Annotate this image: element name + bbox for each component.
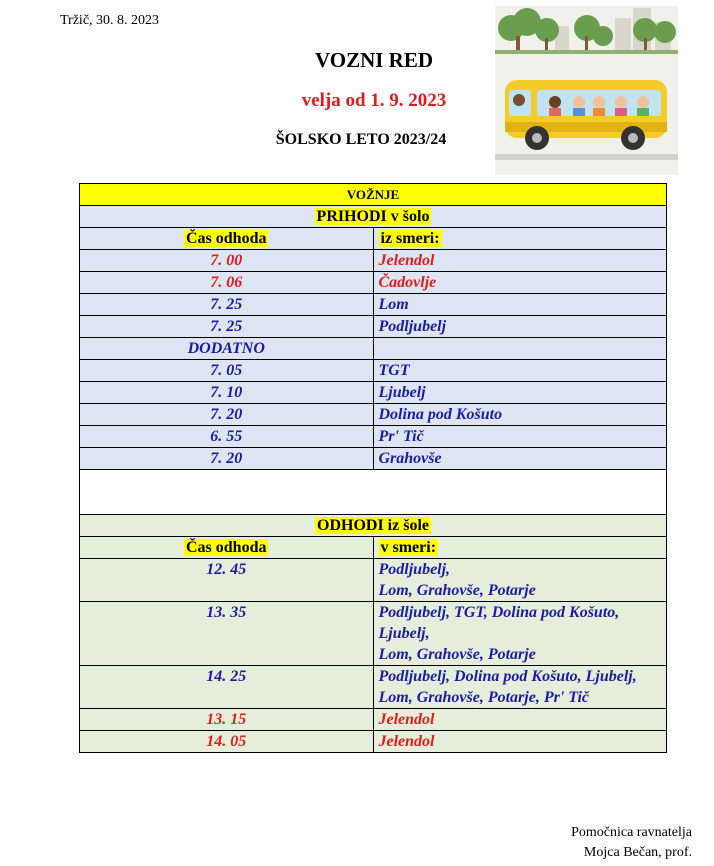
origin-location: Dolina pod Košuto — [373, 404, 667, 426]
destination-list — [373, 559, 667, 602]
table-row — [80, 731, 667, 753]
departures-col-time: Čas odhoda — [186, 539, 267, 556]
origin-location: Podljubelj — [373, 316, 667, 338]
destination-line: Lom, Grahovše, Potarje — [378, 582, 536, 599]
origin-location: Čadovlje — [373, 272, 667, 294]
table-row — [80, 559, 667, 602]
extra-label-row — [80, 338, 667, 360]
departure-time: 13. 35 — [80, 602, 374, 666]
departure-time: 7. 25 — [80, 294, 374, 316]
departures-heading-row — [80, 515, 667, 537]
departure-time: 6. 55 — [80, 426, 374, 448]
origin-location: Lom — [373, 294, 667, 316]
table-row — [80, 404, 667, 426]
destination: Jelendol — [373, 709, 667, 731]
departures-col-direction: v smeri: — [380, 539, 437, 556]
departure-time: 7. 06 — [80, 272, 374, 294]
document-date: Tržič, 30. 8. 2023 — [60, 13, 160, 28]
origin-location: Grahovše — [373, 448, 667, 470]
arrivals-heading-row — [80, 206, 667, 228]
extra-label: DODATNO — [80, 338, 374, 360]
destination-line: Lom, Grahovše, Potarje, Pr' Tič — [378, 689, 589, 706]
arrivals-col-time: Čas odhoda — [186, 230, 267, 247]
origin-location: Jelendol — [373, 250, 667, 272]
table-row — [80, 709, 667, 731]
arrivals-column-headers — [80, 228, 667, 250]
table-row — [80, 250, 667, 272]
schedule-title: VOŽNJE — [80, 184, 667, 206]
signature-block — [571, 823, 692, 863]
table-row — [80, 666, 667, 709]
table-row — [80, 294, 667, 316]
origin-location: Pr' Tič — [373, 426, 667, 448]
page-title: VOZNI RED — [314, 48, 433, 72]
signature-name: Mojca Bečan, prof. — [583, 845, 692, 860]
departure-time: 7. 05 — [80, 360, 374, 382]
departure-time: 7. 25 — [80, 316, 374, 338]
origin-location: TGT — [373, 360, 667, 382]
destination-line: Podljubelj, — [378, 561, 451, 578]
departure-time: 14. 25 — [80, 666, 374, 709]
destination-line: Podljubelj, Dolina pod Košuto, Ljubelj, — [378, 668, 637, 685]
table-row — [80, 360, 667, 382]
departure-time: 12. 45 — [80, 559, 374, 602]
departures-column-headers — [80, 537, 667, 559]
school-year: ŠOLSKO LETO 2023/24 — [275, 131, 447, 148]
departure-time: 13. 15 — [80, 709, 374, 731]
destination-list — [373, 666, 667, 709]
table-row — [80, 272, 667, 294]
departure-time: 7. 00 — [80, 250, 374, 272]
destination-list — [373, 602, 667, 666]
destination: Jelendol — [373, 731, 667, 753]
school-bus-illustration — [495, 6, 678, 175]
departure-time: 14. 05 — [80, 731, 374, 753]
origin-location: Ljubelj — [373, 382, 667, 404]
departure-time: 7. 20 — [80, 448, 374, 470]
arrivals-heading: PRIHODI v šolo — [316, 208, 430, 225]
schedule-title-row — [80, 184, 667, 206]
table-row — [80, 382, 667, 404]
departures-heading: ODHODI iz šole — [317, 517, 429, 534]
destination-line: Lom, Grahovše, Potarje — [378, 646, 536, 663]
table-row — [80, 316, 667, 338]
destination-line: Podljubelj, TGT, Dolina pod Košuto, Ljubelj, — [378, 604, 620, 642]
spacer-row — [80, 470, 667, 515]
table-row — [80, 602, 667, 666]
departure-time: 7. 20 — [80, 404, 374, 426]
arrivals-col-direction: iz smeri: — [380, 230, 440, 247]
schedule-table — [79, 183, 667, 753]
table-row — [80, 448, 667, 470]
table-row — [80, 426, 667, 448]
signature-role: Pomočnica ravnatelja — [571, 825, 692, 840]
departure-time: 7. 10 — [80, 382, 374, 404]
valid-from: velja od 1. 9. 2023 — [301, 90, 447, 111]
